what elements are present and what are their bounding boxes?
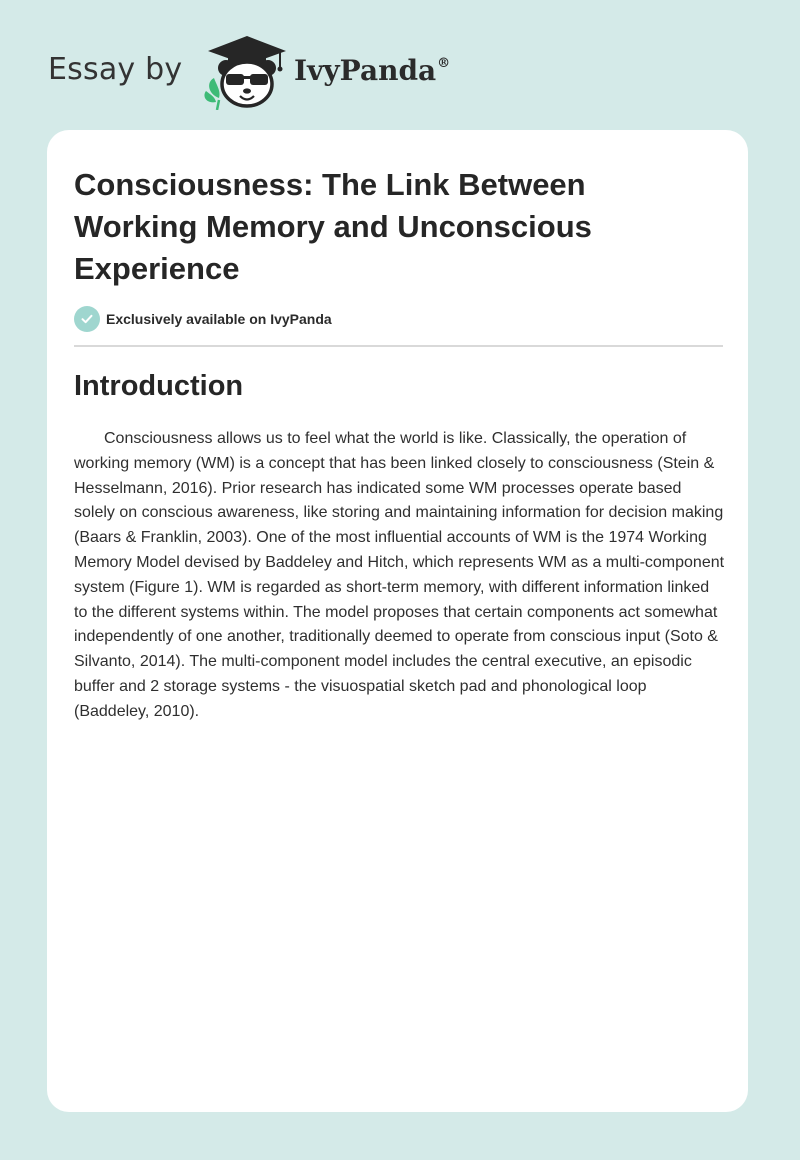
exclusive-badge xyxy=(74,306,332,332)
essay-card xyxy=(47,130,748,1112)
check-circle-icon xyxy=(74,306,100,332)
section-heading: Introduction xyxy=(74,370,244,402)
brand-label: IvyPanda xyxy=(294,54,437,87)
site-header xyxy=(48,34,488,114)
panda-logo-icon[interactable] xyxy=(202,34,292,110)
exclusive-label: Exclusively available on IvyPanda xyxy=(106,311,332,327)
brand-name[interactable] xyxy=(294,54,450,87)
essay-title: Consciousness: The Link Between Working Memory and Unconscious Experience xyxy=(74,167,592,286)
divider xyxy=(74,345,723,347)
trademark-symbol: ® xyxy=(437,56,451,71)
body-paragraph: Consciousness allows us to feel what the world is like. Classically, the operation of working memory (WM) is a concept that has been linked closely to consciousness (Stein & Hesselmann, 2016). Prior research has indicated some WM processes operate based solely on conscious awareness, like storing and maintaining information for decision making (Baars & Franklin, 2003). One of the most influential accounts of WM is the 1974 Working Memory Model devised by Baddeley and Hitch, which represents WM as a multi-component system (Figure 1). WM is regarded as short-term memory, with different information linked to the different systems within. The model proposes that certain components act somewhat independently of one another, traditionally deemed to operate from conscious input (Soto & Silvanto, 2014). The multi-component model includes the central executive, an episodic buffer and 2 storage systems - the visuospatial sketch pad and phonological loop (Baddeley, 2010). xyxy=(74,430,725,720)
essay-by-label: Essay by xyxy=(48,52,183,87)
